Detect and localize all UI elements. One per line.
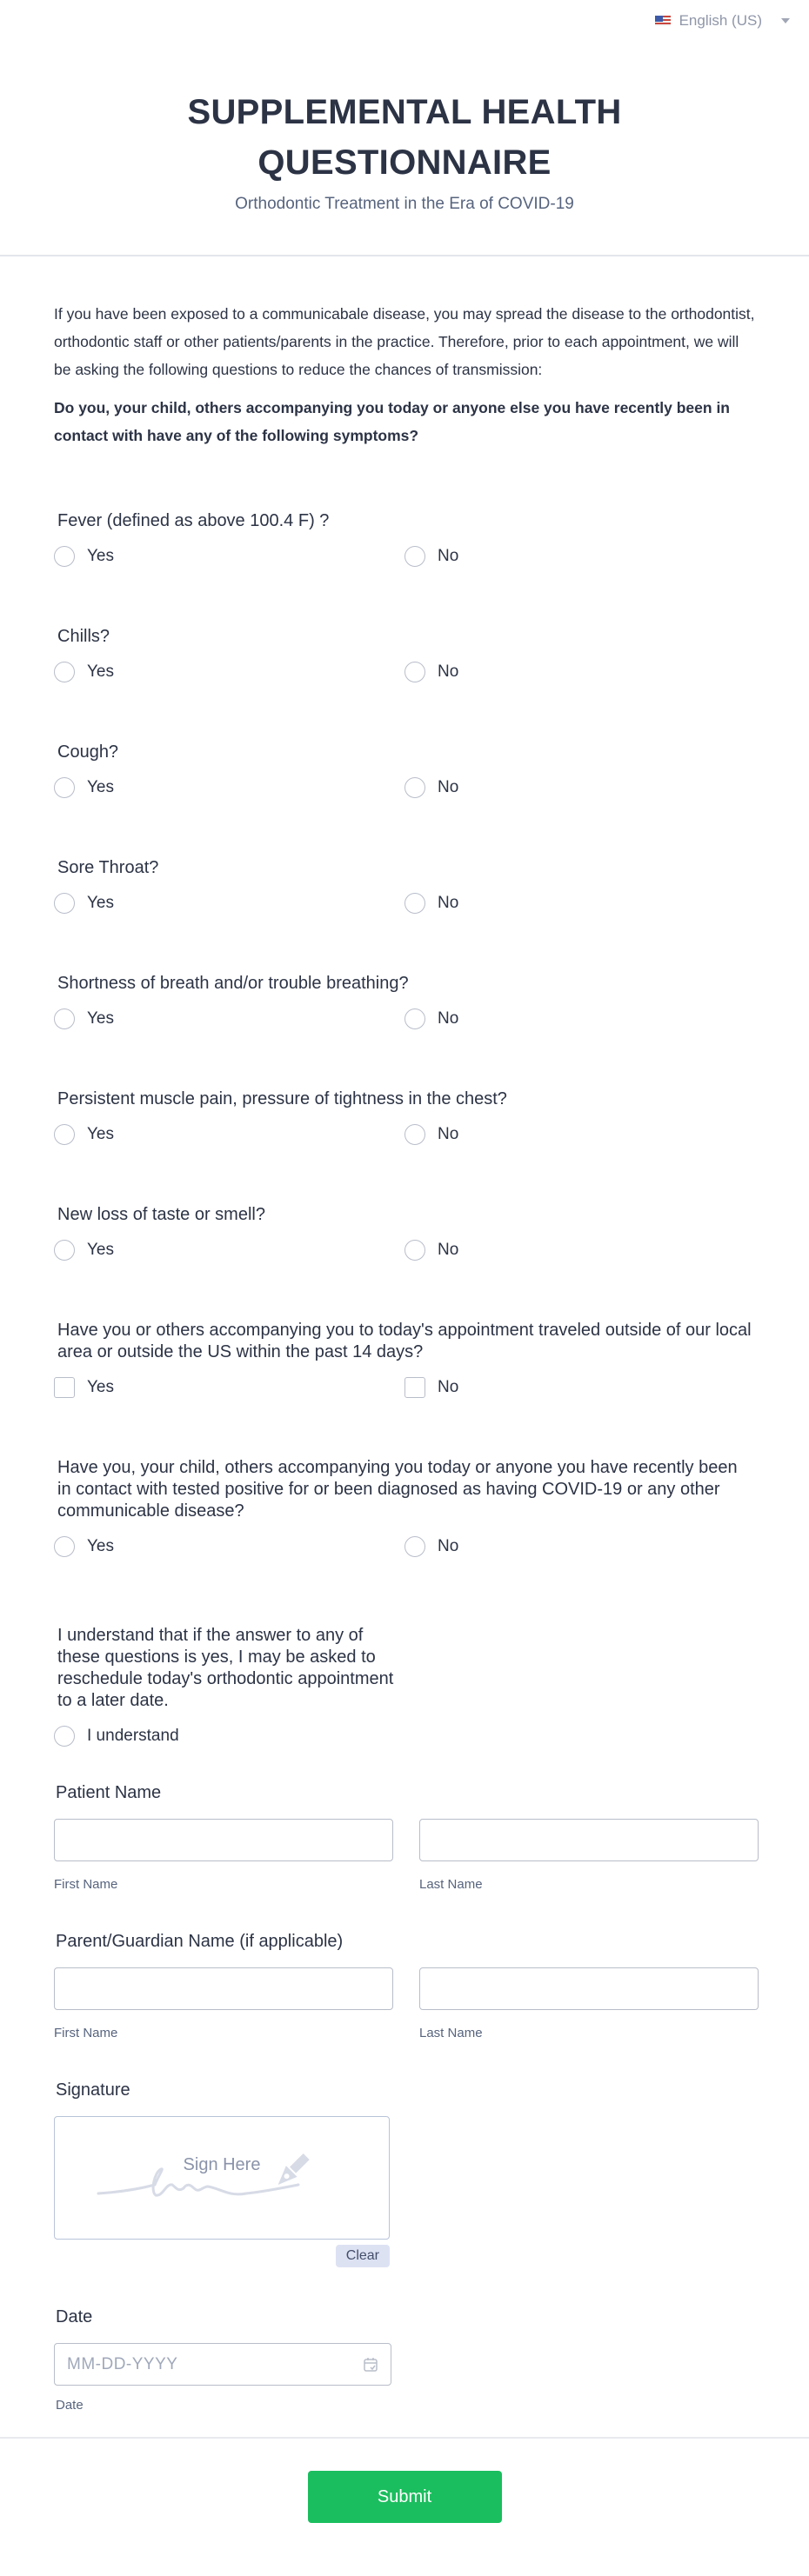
question-label: Persistent muscle pain, pressure of tightness in the chest? [57,1089,507,1108]
calendar-icon[interactable] [363,2357,378,2373]
option-no[interactable] [404,1536,755,1557]
option-label: Yes [87,1241,114,1259]
form-header [0,0,809,256]
first-name-sublabel: First Name [54,2026,118,2040]
radio-button[interactable] [54,1726,75,1747]
radio-button[interactable] [404,1008,425,1029]
first-name-sublabel: First Name [54,1877,118,1892]
last-name-sublabel: Last Name [419,1877,483,1892]
question-label: Have you, your child, others accompanying you today or anyone you have recently been in contact with tested positive for or been diagnosed as having COVID-19 or any other communicable disease? [57,1458,738,1521]
page-title: SUPPLEMENTAL HEALTH QUESTIONNAIRE [187,93,622,182]
radio-button[interactable] [54,1240,75,1261]
date-placeholder: MM-DD-YYYY [67,2354,178,2373]
question-7 [54,1204,755,1261]
option-no[interactable] [404,546,755,567]
signature-label: Signature [56,2080,130,2100]
radio-button[interactable] [54,777,75,798]
radio-button[interactable] [404,1124,425,1145]
submit-button[interactable]: Submit [308,2471,502,2523]
option-no[interactable] [404,1240,755,1261]
option-yes[interactable] [54,1536,404,1557]
options-group [54,1726,755,1747]
option-label: No [438,1241,459,1259]
question-9 [54,1457,755,1557]
radio-button[interactable] [404,1536,425,1557]
chevron-down-icon [781,18,790,23]
option-no[interactable] [404,893,755,914]
options-group [54,546,755,567]
option-i-understand[interactable] [54,1726,406,1747]
radio-button[interactable] [404,1240,425,1261]
guardian-first-name-input[interactable] [54,1967,393,2010]
date-input[interactable] [54,2343,391,2386]
radio-button[interactable] [404,546,425,567]
radio-button[interactable] [54,1008,75,1029]
form-body [0,256,809,2413]
question-label: New loss of taste or smell? [57,1205,265,1224]
questions-list [54,510,755,1747]
option-no[interactable] [404,662,755,682]
question-6 [54,1088,755,1145]
option-no[interactable] [404,1377,755,1398]
signature-pad[interactable] [54,2116,390,2240]
options-group [54,1377,755,1398]
option-label: No [438,1378,459,1396]
options-group [54,1124,755,1145]
options-group [54,893,755,914]
radio-button[interactable] [54,1536,75,1557]
question-label: Shortness of breath and/or trouble breathing? [57,974,409,993]
question-label: Have you or others accompanying you to today's appointment traveled outside of our local area or outside the US within the past 14 days? [57,1321,752,1361]
question-2 [54,626,755,682]
option-label: No [438,1009,459,1028]
question-4 [54,857,755,914]
option-label: No [438,662,459,681]
intro-paragraph: If you have been exposed to a communicabale disease, you may spread the disease to the orthodontist, orthodontic staff or other patients/parents in the practice. Therefore, prior to each appointment, we will be asking the following questions to reduce the chances of transmission: [54,305,755,378]
option-label: Yes [87,778,114,796]
option-yes[interactable] [54,893,404,914]
signature-field [54,2080,755,2267]
question-8 [54,1320,755,1398]
language-selector[interactable] [655,12,790,30]
option-label: No [438,778,459,796]
option-label: Yes [87,1125,114,1143]
checkbox[interactable] [54,1377,75,1398]
question-label: Cough? [57,742,119,762]
option-label: No [438,1125,459,1143]
checkbox[interactable] [404,1377,425,1398]
language-label: English (US) [679,12,762,29]
page-subtitle: Orthodontic Treatment in the Era of COVID-19 [235,195,574,213]
radio-button[interactable] [404,662,425,682]
date-label: Date [56,2307,93,2326]
intro-bold-question: Do you, your child, others accompanying you today or anyone else you have recently been in contact with have any of the following symptoms? [54,399,730,444]
last-name-sublabel: Last Name [419,2026,483,2040]
option-label: No [438,1537,459,1555]
question-1 [54,510,755,567]
option-label: No [438,894,459,912]
patient-name-field [54,1783,755,1892]
question-5 [54,973,755,1029]
option-label: Yes [87,547,114,565]
form-footer [0,2437,809,2576]
options-group [54,777,755,798]
patient-last-name-input[interactable] [419,1819,759,1861]
option-yes[interactable] [54,546,404,567]
question-label: Sore Throat? [57,858,159,877]
option-no[interactable] [404,777,755,798]
patient-first-name-input[interactable] [54,1819,393,1861]
question-10 [54,1625,755,1747]
options-group [54,662,755,682]
option-yes[interactable] [54,1377,404,1398]
option-yes[interactable] [54,777,404,798]
option-label: Yes [87,662,114,681]
option-no[interactable] [404,1124,755,1145]
question-label: Chills? [57,627,110,646]
intro-text [54,300,755,449]
radio-button[interactable] [54,1124,75,1145]
date-field [54,2307,755,2413]
us-flag-icon [655,16,671,26]
options-group [54,1536,755,1557]
patient-name-label: Patient Name [56,1783,162,1802]
radio-button[interactable] [54,662,75,682]
radio-button[interactable] [404,777,425,798]
option-label: No [438,547,459,565]
sign-here-placeholder: Sign Here [183,2155,261,2174]
clear-signature-button[interactable]: Clear [336,2245,390,2267]
question-label: I understand that if the answer to any of these questions is yes, I may be asked to reschedule today's orthodontic appointment to a later date. [57,1626,394,1710]
guardian-last-name-input[interactable] [419,1967,759,2010]
option-yes[interactable] [54,1008,404,1029]
date-sublabel: Date [56,2398,84,2413]
guardian-name-label: Parent/Guardian Name (if applicable) [56,1932,344,1951]
radio-button[interactable] [404,893,425,914]
option-label: Yes [87,1537,114,1555]
radio-button[interactable] [54,893,75,914]
option-yes[interactable] [54,1240,404,1261]
option-no[interactable] [404,1008,755,1029]
option-label: I understand [87,1727,179,1745]
option-yes[interactable] [54,662,404,682]
option-label: Yes [87,1378,114,1396]
options-group [54,1240,755,1261]
options-group [54,1008,755,1029]
option-yes[interactable] [54,1124,404,1145]
question-label: Fever (defined as above 100.4 F) ? [57,511,330,530]
guardian-name-field [54,1932,755,2040]
radio-button[interactable] [54,546,75,567]
option-label: Yes [87,1009,114,1028]
question-3 [54,742,755,798]
option-label: Yes [87,894,114,912]
